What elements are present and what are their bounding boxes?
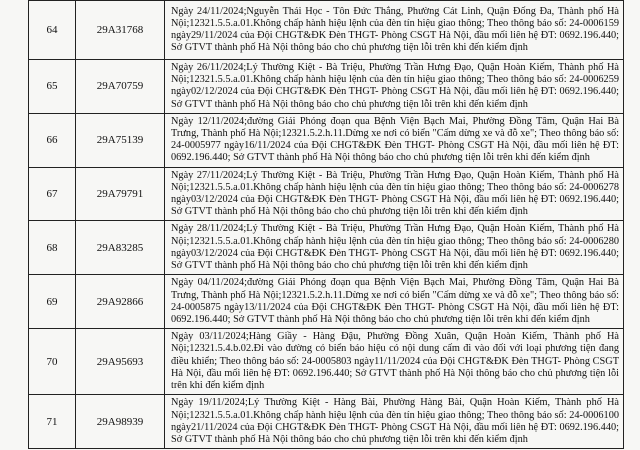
row-number: 64: [29, 1, 76, 60]
row-number: 65: [29, 60, 76, 114]
table-row: [29, 167, 624, 221]
license-plate: 29A70759: [76, 60, 165, 114]
license-plate: 29A95693: [76, 329, 165, 395]
violation-details: Ngày 28/11/2024;Lý Thường Kiệt - Bà Triệu, Phường Trần Hưng Đạo, Quận Hoàn Kiếm, Thành phố Hà Nội;12321.5.5.a.01.Không chấp hành hiệu lệnh của đèn tín hiệu giao thông; Theo thông báo số: 24-0006280 ngày03/12/2024 của Đội CHGT&ĐK Đèn THGT- Phòng CSGT Hà Nội, đầu mối liên hệ ĐT: 0692.196.440; Sở GTVT thành phố Hà Nội thông báo cho chủ phương tiện lỗi trên khi đến kiểm định: [171, 223, 619, 272]
violation-details: Ngày 19/11/2024;Lý Thường Kiệt - Hàng Bài, Phường Hàng Bài, Quận Hoàn Kiếm, Thành phố Hà Nội;12321.5.5.a.01.Không chấp hành hiệu lệnh của đèn tín hiệu giao thông; Theo thông báo số: 24-0006100 ngày21/11/2024 của Đội CHGT&ĐK Đèn THGT- Phòng CSGT Hà Nội, đầu mối liên hệ ĐT: 0692.196.440; Sở GTVT thành phố Hà Nội thông báo cho chủ phương tiện lỗi trên khi đến kiểm định: [171, 397, 619, 445]
table-row: [29, 395, 624, 449]
violation-details: Ngày 04/11/2024;đường Giải Phóng đoạn qua Bệnh Viện Bạch Mai, Phường Đồng Tâm, Quận Hai Bà Trưng, Thành phố Hà Nội;12321.5.2.h.11.Dừng xe nơi có biển "Cấm dừng xe và đỗ xe"; Theo thông báo số: 24-0005875 ngày13/11/2024 của Đội CHGT&ĐK Đèn THGT- Phòng CSGT Hà Nội, đầu mối liên hệ ĐT: 0692.196.440; Sở GTVT thành phố Hà Nội thông báo cho chủ phương tiện lỗi trên khi đến kiểm định: [171, 277, 619, 325]
table-row: [29, 329, 624, 395]
table-row: [29, 275, 624, 329]
row-number: 68: [29, 221, 76, 275]
row-number: 69: [29, 275, 76, 329]
violation-details: Ngày 26/11/2024;Lý Thường Kiệt - Bà Triệu, Phường Trần Hưng Đạo, Quận Hoàn Kiếm, Thành phố Hà Nội;12321.5.5.a.01.Không chấp hành hiệu lệnh của đèn tín hiệu giao thông; Theo thông báo số: 24-0006259 ngày02/12/2024 của Đội CHGT&ĐK Đèn THGT- Phòng CSGT Hà Nội, đầu mối liên hệ ĐT: 0692.196.440; Sở GTVT thành phố Hà Nội thông báo cho chủ phương tiện lỗi trên khi đến kiểm định: [171, 62, 619, 110]
license-plate: 29A83285: [76, 221, 165, 275]
violations-table: [28, 0, 624, 449]
license-plate: 29A98939: [76, 395, 165, 449]
row-number: 71: [29, 395, 76, 449]
table-row: [29, 221, 624, 275]
row-number: 67: [29, 167, 76, 221]
license-plate: 29A79791: [76, 167, 165, 221]
license-plate: 29A31768: [76, 1, 165, 60]
violation-details: Ngày 24/11/2024;Nguyễn Thái Học - Tôn Đức Thắng, Phường Cát Linh, Quận Đống Đa, Thành phố Hà Nội;12321.5.5.a.01.Không chấp hành hiệu lệnh của đèn tín hiệu giao thông; Theo thông báo số: 24-0006159 ngày29/11/2024 của Đội CHGT&ĐK Đèn THGT- Phòng CSGT Hà Nội, đầu mối liên hệ ĐT: 0692.196.440; Sở GTVT thành phố Hà Nội thông báo cho chủ phương tiện lỗi trên khi đến kiểm định: [171, 5, 619, 54]
table-row: [29, 60, 624, 114]
table-row: [29, 1, 624, 60]
license-plate: 29A92866: [76, 275, 165, 329]
violation-details: Ngày 12/11/2024;đường Giải Phóng đoạn qua Bệnh Viện Bạch Mai, Phường Đồng Tâm, Quận Hai Bà Trưng, Thành phố Hà Nội;12321.5.2.h.11.Dừng xe nơi có biển "Cấm dừng xe và đỗ xe"; Theo thông báo số: 24-0005977 ngày16/11/2024 của Đội CHGT&ĐK Đèn THGT- Phòng CSGT Hà Nội, đầu mối liên hệ ĐT: 0692.196.440; Sở GTVT thành phố Hà Nội thông báo cho chủ phương tiện lỗi trên khi đến kiểm định: [171, 115, 619, 164]
table-row: [29, 113, 624, 167]
violation-details: Ngày 03/11/2024;Hàng Giầy - Hàng Đậu, Phường Đồng Xuân, Quận Hoàn Kiếm, Thành phố Hà Nội;12321.5.4.b.02.Đi vào đường có biển báo hiệu có nội dung cấm đi vào đối với loại phương tiện đang điều khiển; Theo thông báo số: 24-0005803 ngày11/11/2024 của Đội CHGT&ĐK Đèn THGT- Phòng CSGT Hà Nội, đầu mối liên hệ ĐT: 0692.196.440; Sở GTVT thành phố Hà Nội thông báo cho chủ phương tiện lỗi trên khi đến kiểm định: [171, 331, 619, 392]
row-number: 66: [29, 113, 76, 167]
license-plate: 29A75139: [76, 113, 165, 167]
row-number: 70: [29, 329, 76, 395]
violation-details: Ngày 27/11/2024;Lý Thường Kiệt - Bà Triệu, Phường Trần Hưng Đạo, Quận Hoàn Kiếm, Thành phố Hà Nội;12321.5.5.a.01.Không chấp hành hiệu lệnh của đèn tín hiệu giao thông; Theo thông báo số: 24-0006278 ngày03/12/2024 của Đội CHGT&ĐK Đèn THGT- Phòng CSGT Hà Nội, đầu mối liên hệ ĐT: 0692.196.440; Sở GTVT thành phố Hà Nội thông báo cho chủ phương tiện lỗi trên khi đến kiểm định: [171, 169, 619, 218]
